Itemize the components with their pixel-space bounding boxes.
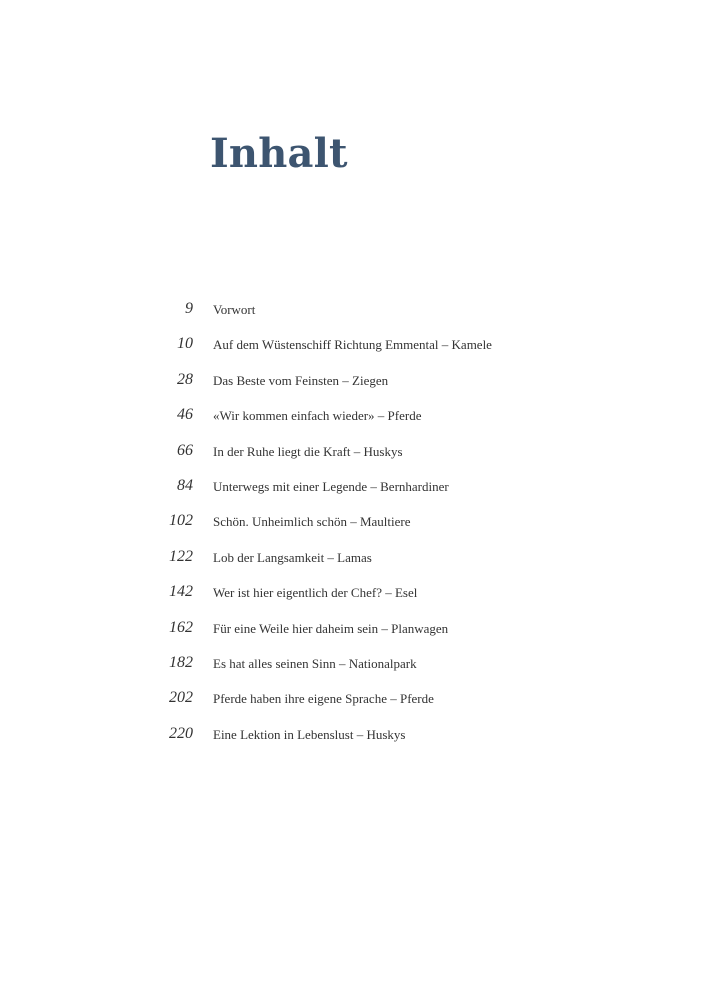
toc-chapter-title: Wer ist hier eigentlich der Chef? – Esel: [213, 585, 418, 601]
toc-page-number: 122: [169, 547, 193, 565]
toc-chapter-title: Pferde haben ihre eigene Sprache – Pferde: [213, 691, 434, 707]
toc-entry: [0, 685, 713, 720]
toc-page-number: 28: [177, 370, 193, 388]
toc-page-number: 66: [177, 441, 193, 459]
toc-entry: [0, 615, 713, 650]
toc-chapter-title: Vorwort: [213, 302, 256, 317]
page-title: Inhalt: [210, 130, 348, 177]
toc-chapter-title: Auf dem Wüstenschiff Richtung Emmental – Kamele: [213, 337, 492, 353]
toc-entry: [0, 650, 713, 685]
toc-chapter-title: Schön. Unheimlich schön – Maultiere: [213, 514, 411, 530]
toc-page-number: 202: [169, 689, 193, 707]
toc-page-number: 10: [177, 335, 193, 353]
toc-page-number: 84: [177, 476, 193, 494]
toc-entry: [0, 402, 713, 437]
toc-chapter-title: In der Ruhe liegt die Kraft – Huskys: [213, 443, 403, 459]
toc-chapter-title: Eine Lektion in Lebenslust – Huskys: [213, 726, 406, 742]
toc-entry: [0, 579, 713, 614]
toc-entry: [0, 473, 713, 508]
toc-page-number: 220: [169, 724, 193, 742]
toc-chapter-title: «Wir kommen einfach wieder» – Pferde: [213, 408, 422, 424]
toc-entry: [0, 508, 713, 543]
toc-chapter-title: Es hat alles seinen Sinn – Nationalpark: [213, 655, 417, 671]
toc-page-number: 182: [169, 653, 193, 671]
toc-chapter-title: Unterwegs mit einer Legende – Bernhardiner: [213, 478, 449, 494]
toc-entry: [0, 544, 713, 579]
toc-chapter-title: Lob der Langsamkeit – Lamas: [213, 549, 372, 565]
toc-page-number: 46: [177, 406, 193, 424]
toc-chapter-title: Das Beste vom Feinsten – Ziegen: [213, 372, 389, 388]
toc-entry: [0, 367, 713, 402]
toc-page-number: 142: [169, 583, 193, 601]
toc-entry: [0, 438, 713, 473]
toc-page-number: 9: [185, 300, 193, 317]
toc-page-number: 162: [169, 618, 193, 636]
toc-chapter-title: Für eine Weile hier daheim sein – Planwagen: [213, 620, 449, 636]
toc-page-number: 102: [169, 512, 193, 530]
toc-entry: [0, 721, 713, 756]
toc-entry: [0, 331, 713, 366]
toc-entry: [0, 296, 713, 331]
table-of-contents: [0, 296, 713, 756]
